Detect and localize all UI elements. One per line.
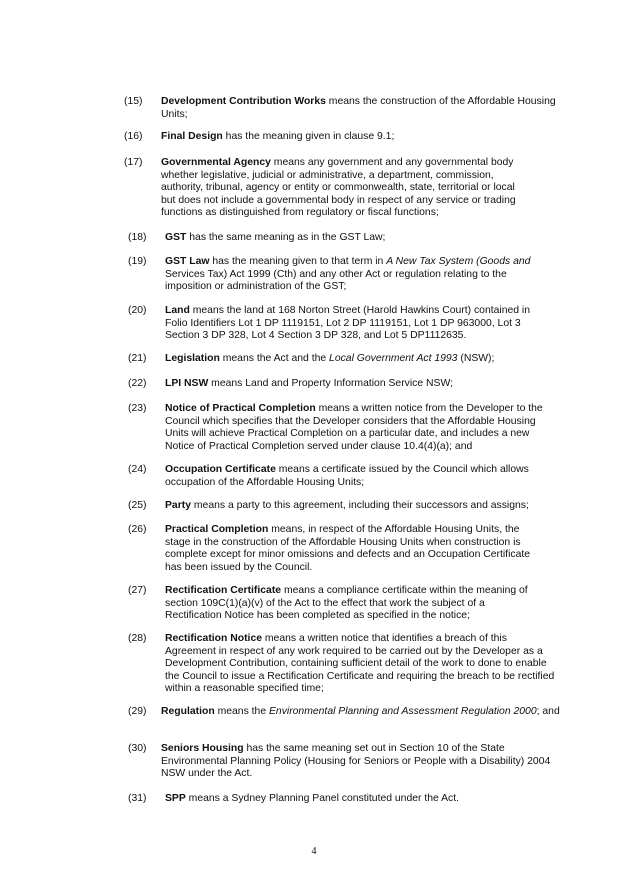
- definition-number: (19): [128, 256, 147, 267]
- definition-text: [165, 353, 565, 366]
- definition-body: means the construction of the Affordable Housing Units;: [161, 96, 556, 120]
- definition-body: means any government and any governmental body whether legislative, judicial or administrative, a department, commission, authority, tribunal, agency or entity or commonwealth, state, territorial or local but does not include a governmental body in respect of any service or trading functions as distinguished from regulatory or fiscal functions;: [161, 157, 516, 219]
- defined-term: Final Design: [161, 131, 223, 142]
- definition-body-before: has the meaning given to that term in: [209, 256, 387, 267]
- definition-text: [165, 500, 565, 513]
- definition-number: (25): [128, 500, 147, 511]
- definition-body-after: (NSW);: [457, 353, 495, 364]
- defined-term: Party: [165, 500, 191, 511]
- defined-term: Seniors Housing: [161, 743, 244, 754]
- definition-text: [161, 96, 561, 121]
- definition-text: [165, 256, 545, 294]
- definition-text: [165, 232, 565, 245]
- definition-body: means, in respect of the Affordable Housing Units, the stage in the construction of the Affordable Housing Units when construction is complete except for minor omissions and defects and an Occupation Certificate has been issued by the Council.: [165, 524, 531, 573]
- definition-number: (31): [128, 793, 147, 804]
- defined-term: GST: [165, 232, 187, 243]
- definition-number: (26): [128, 524, 147, 535]
- definition-body: has the same meaning set out in Section 10 of the State Environmental Planning Policy (Housing for Seniors or People with a Disability) 2004 NSW under the Act.: [161, 743, 551, 780]
- definition-body-after: ; and: [536, 706, 560, 717]
- act-title: A New Tax System (Goods and: [386, 256, 531, 267]
- definition-number: (27): [128, 585, 147, 596]
- definition-text: [165, 585, 535, 623]
- definition-body: means a written notice from the Developer to the Council which specifies that the Developer considers that the Affordable Housing Units will achieve Practical Completion on a particular date, and includes a new Notice of Practical Completion served under clause 10.4(4)(a); and: [165, 403, 543, 452]
- page-number: 4: [311, 846, 317, 857]
- definition-number: (29): [128, 706, 147, 717]
- definition-text: [161, 131, 561, 144]
- definition-body: means a written notice that identifies a breach of this Agreement in respect of any work required to be carried out by the Developer as a Development Contribution, containing sufficient detail of the work to done to enable the Council to issue a Rectification Certificate and requiring the breach to be rectified within a reasonable specified time;: [165, 633, 555, 695]
- defined-term: Legislation: [165, 353, 220, 364]
- definition-body: means a compliance certificate within the meaning of section 109C(1)(a)(v) of the Act to the effect that work the subject of a Rectification Notice has been completed as specified in the notice;: [165, 585, 528, 622]
- definition-number: (30): [128, 743, 147, 754]
- definition-number: (28): [128, 633, 147, 644]
- defined-term: Rectification Notice: [165, 633, 262, 644]
- definition-text: [165, 403, 555, 453]
- definition-number: (21): [128, 353, 147, 364]
- definition-number: (24): [128, 464, 147, 475]
- definition-text: [165, 378, 565, 391]
- definition-number: (18): [128, 232, 147, 243]
- definition-body: has the meaning given in clause 9.1;: [222, 131, 395, 142]
- definition-body: means a Sydney Planning Panel constituted under the Act.: [185, 793, 460, 804]
- defined-term: Development Contribution Works: [161, 96, 326, 107]
- regulation-title: Environmental Planning and Assessment Regulation 2000: [268, 706, 537, 717]
- definition-body-before: means the Act and the: [219, 353, 330, 364]
- definition-number: (16): [124, 131, 143, 142]
- definition-body: has the same meaning as in the GST Law;: [186, 232, 386, 243]
- definition-text: [165, 633, 555, 696]
- definition-body-after: Services Tax) Act 1999 (Cth) and any other Act or regulation relating to the imposition or administration of the GST;: [165, 268, 507, 293]
- definition-number: (20): [128, 305, 147, 316]
- defined-term: Regulation: [161, 706, 215, 717]
- definition-number: (15): [124, 96, 143, 107]
- definition-body: means Land and Property Information Service NSW;: [208, 378, 453, 389]
- defined-term: Rectification Certificate: [165, 585, 282, 596]
- act-title: Local Government Act 1993: [329, 353, 458, 364]
- definition-body: means the land at 168 Norton Street (Harold Hawkins Court) contained in Folio Identifiers Lot 1 DP 1119151, Lot 2 DP 1119151, Lot 1 DP 963000, Lot 3 Section 3 DP 328, Lot 4 Section 3 DP 328, and Lot 5 DP1112635.: [165, 305, 531, 342]
- definition-text: [165, 464, 545, 489]
- defined-term: Notice of Practical Completion: [165, 403, 316, 414]
- definition-text: [161, 743, 566, 781]
- definition-text: [165, 793, 565, 806]
- definition-number: (22): [128, 378, 147, 389]
- definition-body: means a party to this agreement, including their successors and assigns;: [191, 500, 529, 511]
- defined-term: Governmental Agency: [161, 157, 271, 168]
- definition-text: [161, 706, 571, 719]
- definition-text: [165, 524, 535, 574]
- definition-text: [165, 305, 550, 343]
- defined-term: Occupation Certificate: [165, 464, 276, 475]
- definition-number: (23): [128, 403, 147, 414]
- definition-text: [161, 157, 523, 220]
- defined-term: SPP: [165, 793, 186, 804]
- defined-term: LPI NSW: [165, 378, 209, 389]
- defined-term: GST Law: [165, 256, 210, 267]
- definition-number: (17): [124, 157, 143, 168]
- defined-term: Practical Completion: [165, 524, 269, 535]
- defined-term: Land: [165, 305, 190, 316]
- definition-body-before: means the: [214, 706, 269, 717]
- definition-body: means a certificate issued by the Council which allows occupation of the Affordable Housing Units;: [165, 464, 529, 488]
